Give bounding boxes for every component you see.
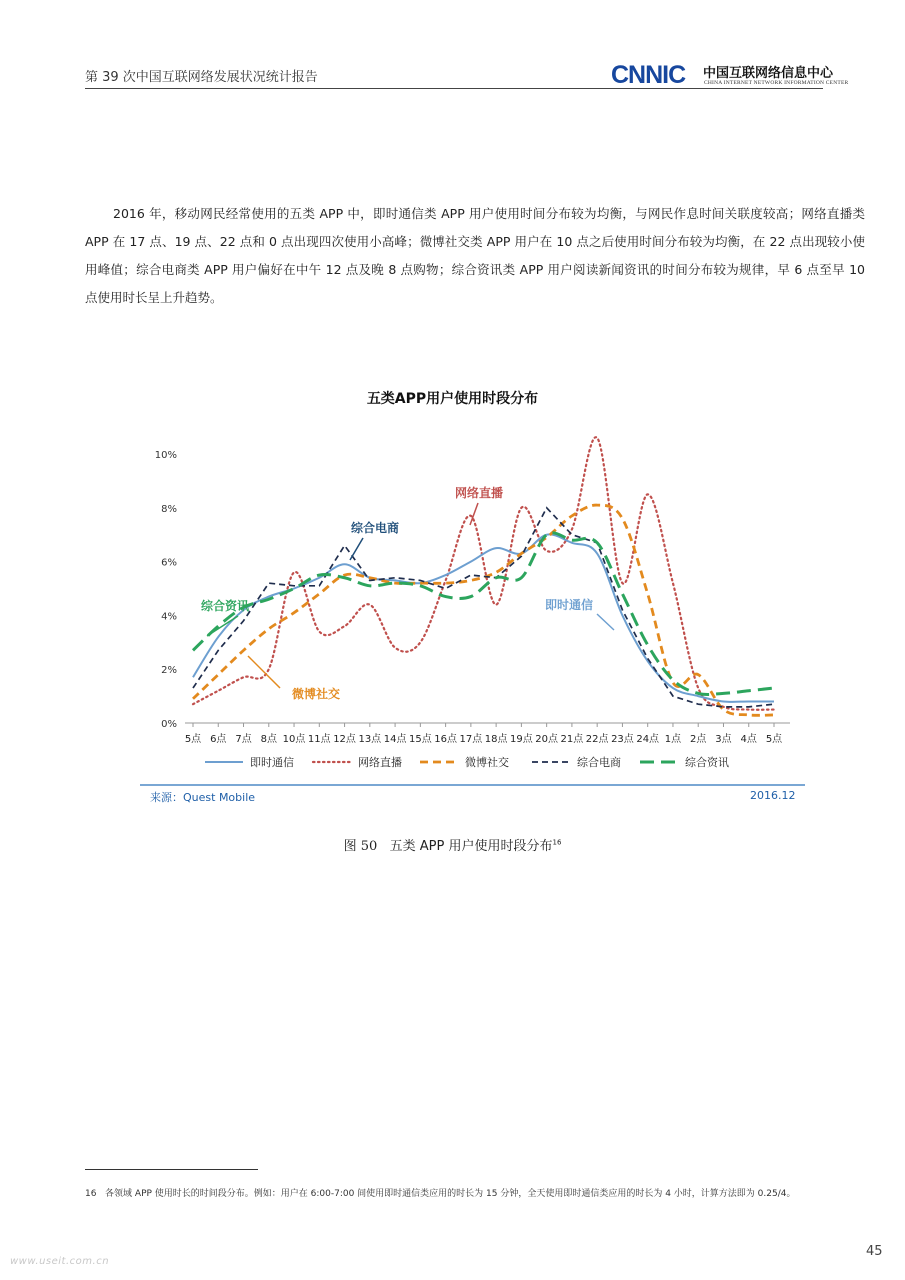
y-tick-label: 10% <box>154 450 177 461</box>
legend-label: 综合资讯 <box>685 756 729 769</box>
x-tick-label: 16点 <box>434 734 457 745</box>
x-tick-label: 2点 <box>690 734 707 745</box>
annotation-leader <box>248 656 280 688</box>
caption-text: 五类 APP 用户使用时段分布 <box>389 839 553 854</box>
body-paragraph: 2016 年，移动网民经常使用的五类 APP 中，即时通信类 APP 用户使用时间分布较为均衡，与网民作息时间关联度较高；网络直播类 APP 在 17 点、19 点、22 点和 0 点出现四次使用小高峰；微博社交类 APP 用户在 10 点之后使用时间分布较为均衡，在 22 点出现较小使用峰值；综合电商类 APP 用户偏好在中午 12 点及晚 8 点购物；综合资讯类 APP 用户阅读新闻资讯的时间分布较为规律，早 6 点至早 10 点使用时长呈上升趋势。 <box>85 206 865 305</box>
series-line-2 <box>193 505 774 715</box>
x-tick-label: 10点 <box>282 734 306 745</box>
annotation-leader <box>597 614 614 630</box>
caption-footnote-ref: 16 <box>552 838 562 847</box>
chart-title: 五类APP用户使用时段分布 <box>366 391 539 407</box>
footnote-number: 16 <box>85 1189 97 1199</box>
series-annotation: 微博社交 <box>291 687 341 701</box>
y-tick-label: 4% <box>161 611 177 623</box>
date-label: 2016.12 <box>750 789 796 802</box>
footnote-text: 各领域 APP 使用时长的时间段分布。例如：用户在 6:00-7:00 间使用即时通信类应用的时长为 15 分钟，全天使用即时通信类应用的时长为 4 小时，计算方法即为 0.25/4。 <box>105 1189 796 1199</box>
logo-mark: CNNIC <box>611 61 686 89</box>
x-tick-label: 23点 <box>611 734 634 745</box>
series-annotation: 网络直播 <box>454 486 504 500</box>
report-title: 第 39 次中国互联网络发展状况统计报告 <box>85 70 318 85</box>
source-divider <box>140 784 805 786</box>
watermark: www.useit.com.cn <box>10 1256 110 1267</box>
footnote <box>85 1185 865 1204</box>
x-tick-label: 19点 <box>510 734 533 745</box>
x-tick-label: 11点 <box>307 734 331 745</box>
x-tick-label: 18点 <box>484 734 508 745</box>
x-tick-label: 1点 <box>664 734 682 745</box>
x-tick-label: 5点 <box>765 734 783 745</box>
figure-caption <box>0 835 905 854</box>
x-tick-label: 17点 <box>459 734 483 745</box>
footnote-divider <box>85 1169 258 1170</box>
y-tick-label: 8% <box>161 503 177 515</box>
x-tick-label: 24点 <box>636 734 660 745</box>
x-tick-label: 13点 <box>358 734 382 745</box>
series-annotation: 综合电商 <box>350 521 400 535</box>
x-tick-label: 3点 <box>715 734 732 745</box>
y-tick-label: 6% <box>161 557 177 569</box>
logo-chinese-name: 中国互联网络信息中心 <box>703 66 834 81</box>
x-tick-label: 8点 <box>260 734 277 745</box>
x-tick-label: 21点 <box>560 734 584 745</box>
x-tick-label: 12点 <box>333 734 356 745</box>
page-number: 45 <box>866 1244 883 1259</box>
x-tick-label: 4点 <box>740 734 757 745</box>
series-annotation: 综合资讯 <box>200 599 250 613</box>
logo-english-name: CHINA INTERNET NETWORK INFORMATION CENTER <box>704 80 849 86</box>
x-tick-label: 14点 <box>383 734 407 745</box>
x-tick-label: 20点 <box>535 734 559 745</box>
source-label: 来源：Quest Mobile <box>150 791 256 804</box>
legend-label: 网络直播 <box>358 756 402 769</box>
y-tick-label: 0% <box>161 719 177 730</box>
series-line-4 <box>193 533 774 695</box>
x-tick-label: 7点 <box>235 734 252 745</box>
x-tick-label: 15点 <box>408 734 432 745</box>
x-tick-label: 6点 <box>210 734 227 745</box>
x-tick-label: 22点 <box>585 734 609 745</box>
series-annotation: 即时通信 <box>544 598 594 612</box>
series-line-3 <box>193 508 774 707</box>
legend-label: 微博社交 <box>465 756 509 769</box>
legend-label: 即时通信 <box>250 756 294 769</box>
x-tick-label: 5点 <box>184 734 202 745</box>
legend-label: 综合电商 <box>577 756 621 769</box>
annotation-leader <box>350 538 363 560</box>
caption-prefix: 图 50 <box>343 839 378 854</box>
y-tick-label: 2% <box>161 665 177 677</box>
series-line-1 <box>193 437 774 710</box>
